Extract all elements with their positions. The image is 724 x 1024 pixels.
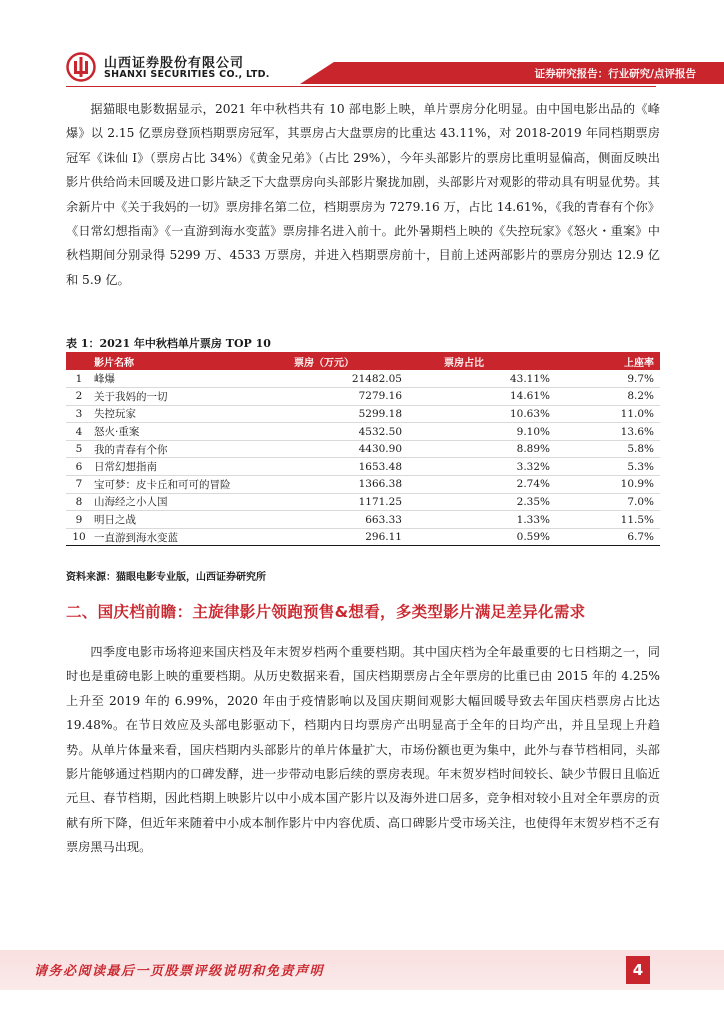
- header-divider: [66, 86, 656, 87]
- row-film-name: 失控玩家: [92, 405, 282, 423]
- table-row: [66, 405, 660, 423]
- row-box-office: 21482.05: [282, 370, 408, 388]
- row-occupancy: 5.3%: [556, 458, 660, 476]
- header-film-name: 影片名称: [66, 352, 282, 370]
- row-occupancy: 8.2%: [556, 388, 660, 406]
- row-rank: 5: [66, 440, 92, 458]
- row-rank: 10: [66, 528, 92, 546]
- report-type-tag: 证券研究报告：行业研究/点评报告: [534, 68, 696, 80]
- row-film-name: 山海经之小人国: [92, 493, 282, 511]
- row-share: 43.11%: [408, 370, 556, 388]
- row-box-office: 296.11: [282, 528, 408, 546]
- section-paragraph-block: [66, 640, 660, 860]
- row-share: 14.61%: [408, 388, 556, 406]
- header-occupancy: 上座率: [556, 352, 660, 370]
- table-row: [66, 423, 660, 441]
- disclaimer-notice: 请务必阅读最后一页股票评级说明和免责声明: [34, 964, 325, 979]
- row-rank: 1: [66, 370, 92, 388]
- box-office-table: [66, 352, 660, 546]
- row-rank: 3: [66, 405, 92, 423]
- row-occupancy: 13.6%: [556, 423, 660, 441]
- row-box-office: 663.33: [282, 511, 408, 529]
- row-occupancy: 6.7%: [556, 528, 660, 546]
- intro-paragraph: 据猫眼电影数据显示，2021 年中秋档共有 10 部电影上映，单片票房分化明显。由中国电影出品的《峰爆》以 2.15 亿票房登顶档期票房冠军，其票房占大盘票房的比重达 43.11%，对 2018-2019 年同档期票房冠军《诛仙 I》（票房占比 34%）《黄金兄弟》（占比 29%），今年头部影片的票房比重明显偏高，侧面反映出影片供给尚未回暖及进口影片缺乏下大盘票房向头部影片聚拢加剧，头部影片对观影的带动具有明显优势。其余新片中《关于我妈的一切》票房排名第二位，档期票房为 7279.16 万，占比 14.61%，《我的青春有个你》《日常幻想指南》《一直游到海水变蓝》票房排名进入前十。此外暑期档上映的《失控玩家》《怒火・重案》中秋档期间分别录得 5299 万、4533 万票房，并进入档期票房前十，目前上述两部影片的票房分别达 12.9 亿和 5.9 亿。: [66, 102, 660, 287]
- row-rank: 9: [66, 511, 92, 529]
- table-caption: 表 1：2021 年中秋档单片票房 TOP 10: [66, 337, 271, 350]
- row-box-office: 5299.18: [282, 405, 408, 423]
- row-rank: 2: [66, 388, 92, 406]
- row-share: 3.32%: [408, 458, 556, 476]
- row-box-office: 1366.38: [282, 476, 408, 494]
- row-share: 0.59%: [408, 528, 556, 546]
- row-film-name: 明日之战: [92, 511, 282, 529]
- row-box-office: 1653.48: [282, 458, 408, 476]
- table-row: [66, 440, 660, 458]
- row-film-name: 日常幻想指南: [92, 458, 282, 476]
- row-occupancy: 11.0%: [556, 405, 660, 423]
- row-rank: 4: [66, 423, 92, 441]
- row-share: 1.33%: [408, 511, 556, 529]
- row-film-name: 关于我妈的一切: [92, 388, 282, 406]
- header-box-office: 票房（万元）: [282, 352, 408, 370]
- table-source: 资料来源：猫眼电影专业版，山西证券研究所: [66, 572, 266, 583]
- header-share: 票房占比: [408, 352, 556, 370]
- row-share: 2.74%: [408, 476, 556, 494]
- row-film-name: 宝可梦：皮卡丘和可可的冒险: [92, 476, 282, 494]
- row-occupancy: 10.9%: [556, 476, 660, 494]
- row-film-name: 怒火·重案: [92, 423, 282, 441]
- page-footer: [0, 950, 724, 990]
- table-row: [66, 370, 660, 388]
- row-rank: 6: [66, 458, 92, 476]
- row-occupancy: 11.5%: [556, 511, 660, 529]
- row-film-name: 我的青春有个你: [92, 440, 282, 458]
- row-box-office: 4430.90: [282, 440, 408, 458]
- row-box-office: 7279.16: [282, 388, 408, 406]
- company-name-cn: 山西证券股份有限公司: [104, 56, 245, 71]
- row-film-name: 一直游到海水变蓝: [92, 528, 282, 546]
- section-paragraph: 四季度电影市场将迎来国庆档及年末贺岁档两个重要档期。其中国庆档为全年最重要的七日档期之一，同时也是重磅电影上映的重要档期。从历史数据来看，国庆档期票房占全年票房的比重已由 2015 年的 4.25% 上升至 2019 年的 6.99%，2020 年由于疫情影响以及国庆期间观影大幅回暖导致去年国庆档票房占比达 19.48%。在节日效应及头部电影驱动下，档期内日均票房产出明显高于全年的日均产出，并且呈现上升趋势。从单片体量来看，国庆档期内头部影片的单片体量扩大，市场份额也更为集中，此外与春节档相同，头部影片能够通过档期内的口碑发酵，进一步带动电影后续的票房表现。年末贺岁档时间较长、缺少节假日且临近元旦、春节档期，因此档期上映影片以中小成本国产影片以及海外进口居多，竞争相对较小且对全年票房的贡献有所下降，但近年来随着中小成本制作影片中内容优质、高口碑影片受市场关注，也使得年末贺岁档不乏有票房黑马出现。: [66, 645, 660, 855]
- row-box-office: 4532.50: [282, 423, 408, 441]
- table-row: [66, 493, 660, 511]
- intro-paragraph-block: [66, 97, 660, 292]
- table-row: [66, 476, 660, 494]
- page-number: 4: [626, 956, 650, 984]
- table-header-row: [66, 352, 660, 370]
- shanxi-securities-logo-icon: [66, 52, 96, 82]
- row-rank: 8: [66, 493, 92, 511]
- row-occupancy: 9.7%: [556, 370, 660, 388]
- page-header: [0, 0, 724, 90]
- row-occupancy: 7.0%: [556, 493, 660, 511]
- row-film-name: 峰爆: [92, 370, 282, 388]
- row-rank: 7: [66, 476, 92, 494]
- table-row: [66, 458, 660, 476]
- section-title: 二、国庆档前瞻：主旋律影片领跑预售&想看，多类型影片满足差异化需求: [66, 603, 586, 621]
- row-share: 2.35%: [408, 493, 556, 511]
- row-share: 9.10%: [408, 423, 556, 441]
- row-occupancy: 5.8%: [556, 440, 660, 458]
- row-share: 10.63%: [408, 405, 556, 423]
- row-share: 8.89%: [408, 440, 556, 458]
- table-row: [66, 388, 660, 406]
- row-box-office: 1171.25: [282, 493, 408, 511]
- company-name-en: SHANXI SECURITIES CO., LTD.: [104, 69, 270, 80]
- table-row: [66, 511, 660, 529]
- table-row: [66, 528, 660, 546]
